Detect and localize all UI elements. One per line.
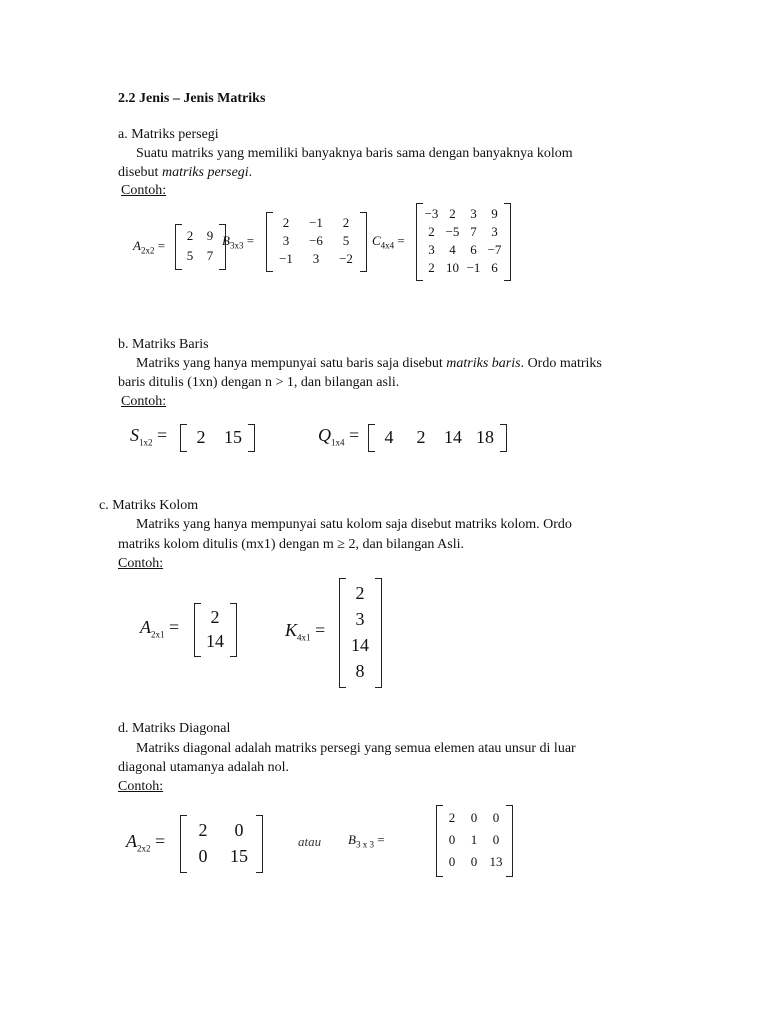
matrix-cell: −3 (424, 206, 439, 221)
matrix-cell: 0 (470, 854, 478, 869)
matrix-cell: 3 (491, 224, 498, 239)
matrix-order: 2x1 (151, 629, 165, 640)
matrix-lhs (285, 620, 325, 643)
matrix-lhs (126, 831, 165, 854)
equals-sign: = (394, 232, 405, 248)
matrix-cell: 4 (384, 427, 394, 447)
section-a-line2-pre: disebut (118, 165, 162, 180)
matrix-cell: 2 (428, 260, 435, 275)
contoh-label-b: Contoh: (121, 394, 167, 409)
matrix-cell: 0 (448, 854, 456, 869)
matrix-cell: 15 (224, 427, 242, 447)
matrix-cell: 15 (230, 846, 248, 866)
section-a-line1: Suatu matriks yang memiliki banyaknya baris sama dengan banyaknya kolom (136, 146, 573, 161)
matrix-cell: −1 (309, 215, 323, 230)
matrix-a-A2x2 (133, 224, 225, 268)
section-c-line1: Matriks yang hanya mempunyai satu kolom saja disebut matriks kolom. Ordo (136, 517, 572, 532)
matrix-name: S (130, 425, 139, 446)
matrix-cell: 2 (282, 215, 290, 230)
matrix-order: 1x4 (331, 437, 345, 448)
matrix-cell: 0 (448, 832, 456, 847)
matrix-cell: 2 (210, 607, 220, 627)
matrix-name: B (348, 831, 356, 847)
matrix-cell: 2 (448, 810, 456, 825)
matrix-cell: 2 (196, 427, 206, 447)
section-b-line2: baris ditulis (1xn) dengan n > 1, dan bilangan asli. (118, 375, 400, 390)
matrix-name: B (222, 232, 230, 248)
matrix-cell: 14 (444, 427, 462, 447)
matrix-cell: −1 (279, 251, 293, 266)
matrix-c-K4x1 (285, 578, 381, 686)
matrix-cell: 0 (470, 810, 478, 825)
matrix-order: 2x2 (140, 245, 155, 256)
matrix-cell: 5 (186, 248, 194, 263)
equals-sign: = (152, 425, 168, 446)
matrix-cell: 7 (206, 248, 214, 263)
matrix-cell: 2 (186, 228, 194, 243)
matrix-name: C (372, 232, 381, 248)
matrix-cell: −7 (487, 242, 502, 257)
matrix-cell: 14 (206, 631, 224, 651)
matrix-cell: 13 (489, 854, 503, 869)
matrix-cell: 0 (198, 846, 208, 866)
right-bracket (248, 424, 255, 452)
matrix-cell: 0 (234, 820, 244, 840)
matrix-name: A (133, 237, 141, 253)
matrix-cell: 1 (470, 832, 478, 847)
matrix-lhs (130, 425, 167, 448)
matrix-cell: 2 (355, 583, 365, 603)
matrix-cell: 10 (446, 260, 459, 275)
right-bracket (256, 815, 263, 873)
section-a-line2 (118, 164, 252, 182)
right-bracket (360, 212, 367, 272)
matrix-order: 4x1 (297, 632, 311, 643)
matrix-cell: −1 (466, 260, 481, 275)
matrix-d-B3x3 (348, 805, 512, 875)
matrix-cell: 4 (449, 242, 456, 257)
matrix-name: K (285, 620, 298, 641)
section-a-title: a. Matriks persegi (118, 127, 219, 142)
equals-sign: = (373, 831, 385, 847)
matrix-cell: 2 (416, 427, 426, 447)
matrix-order: 4x4 (380, 240, 395, 251)
right-bracket (506, 805, 513, 877)
equals-sign: = (150, 831, 166, 852)
matrix-a-C4x4 (372, 203, 510, 279)
section-b-title: b. Matriks Baris (118, 337, 209, 352)
matrix-cell: 3 (355, 609, 365, 629)
section-heading: 2.2 Jenis – Jenis Matriks (118, 91, 266, 106)
matrix-cell: 5 (342, 233, 350, 248)
matrix-cell: 3 (312, 251, 320, 266)
contoh-label-c: Contoh: (118, 556, 164, 571)
section-d-line1: Matriks diagonal adalah matriks persegi yang semua elemen atau unsur di luar (136, 741, 576, 756)
matrix-a-B3x3 (222, 212, 366, 270)
section-c-title: c. Matriks Kolom (99, 498, 199, 513)
section-b-line1-post: . Ordo matriks (520, 356, 602, 371)
matrix-name: A (126, 831, 137, 852)
matrix-cell: 0 (492, 832, 500, 847)
equals-sign: = (310, 620, 326, 641)
matrix-lhs (348, 832, 385, 850)
contoh-label-a: Contoh: (121, 183, 167, 198)
right-bracket (230, 603, 237, 657)
matrix-cell: 6 (470, 242, 477, 257)
matrix-cell: 9 (206, 228, 214, 243)
matrix-d-A2x2 (126, 815, 262, 871)
matrix-cell: 9 (491, 206, 498, 221)
matrix-cell: −5 (445, 224, 460, 239)
matrix-cell: 8 (355, 661, 365, 681)
matrix-cell: 7 (470, 224, 477, 239)
matrix-order: 3 x 3 (355, 839, 374, 850)
equals-sign: = (154, 237, 166, 253)
contoh-label-d: Contoh: (118, 779, 164, 794)
matrix-lhs (318, 425, 359, 448)
matrix-cell: −2 (339, 251, 353, 266)
matrix-order: 1x2 (139, 437, 153, 448)
matrix-lhs (140, 617, 179, 640)
section-a-line2-post: . (248, 165, 253, 180)
section-c-line2: matriks kolom ditulis (mx1) dengan m ≥ 2, dan bilangan Asli. (118, 537, 464, 552)
right-bracket (375, 578, 382, 688)
atau-label: atau (298, 834, 322, 849)
matrix-cell: 2 (198, 820, 208, 840)
equals-sign: = (243, 232, 255, 248)
matrix-c-A2x1 (140, 603, 236, 655)
matrix-lhs (133, 238, 165, 256)
section-b-line1 (136, 355, 602, 373)
equals-sign: = (344, 425, 360, 446)
matrix-order: 2x2 (137, 843, 151, 854)
right-bracket (504, 203, 511, 281)
section-b-line1-pre: Matriks yang hanya mempunyai satu baris saja disebut (136, 356, 447, 371)
matrix-order: 3x3 (229, 240, 244, 251)
matrix-cell: 14 (351, 635, 369, 655)
matrix-name: Q (318, 425, 331, 446)
matrix-lhs (222, 233, 254, 251)
matrix-name: A (140, 617, 151, 638)
matrix-cell: 3 (282, 233, 290, 248)
matrix-lhs (372, 233, 405, 251)
right-bracket (500, 424, 507, 452)
matrix-cell: 0 (492, 810, 500, 825)
section-d-title: d. Matriks Diagonal (118, 721, 231, 736)
equals-sign: = (164, 617, 180, 638)
section-d-line2: diagonal utamanya adalah nol. (118, 760, 290, 775)
matrix-cell: 2 (428, 224, 435, 239)
matrix-cell: 6 (491, 260, 498, 275)
matrix-cell: 3 (428, 242, 435, 257)
matrix-cell: 3 (470, 206, 477, 221)
term-matriks-baris: matriks baris (446, 356, 521, 371)
matrix-cell: 2 (449, 206, 456, 221)
term-matriks-persegi: matriks persegi (161, 165, 249, 180)
matrix-b-S1x2 (130, 424, 254, 450)
matrix-b-Q1x4 (318, 424, 506, 450)
matrix-cell: −6 (309, 233, 323, 248)
matrix-cell: 2 (342, 215, 350, 230)
matrix-cell: 18 (476, 427, 494, 447)
